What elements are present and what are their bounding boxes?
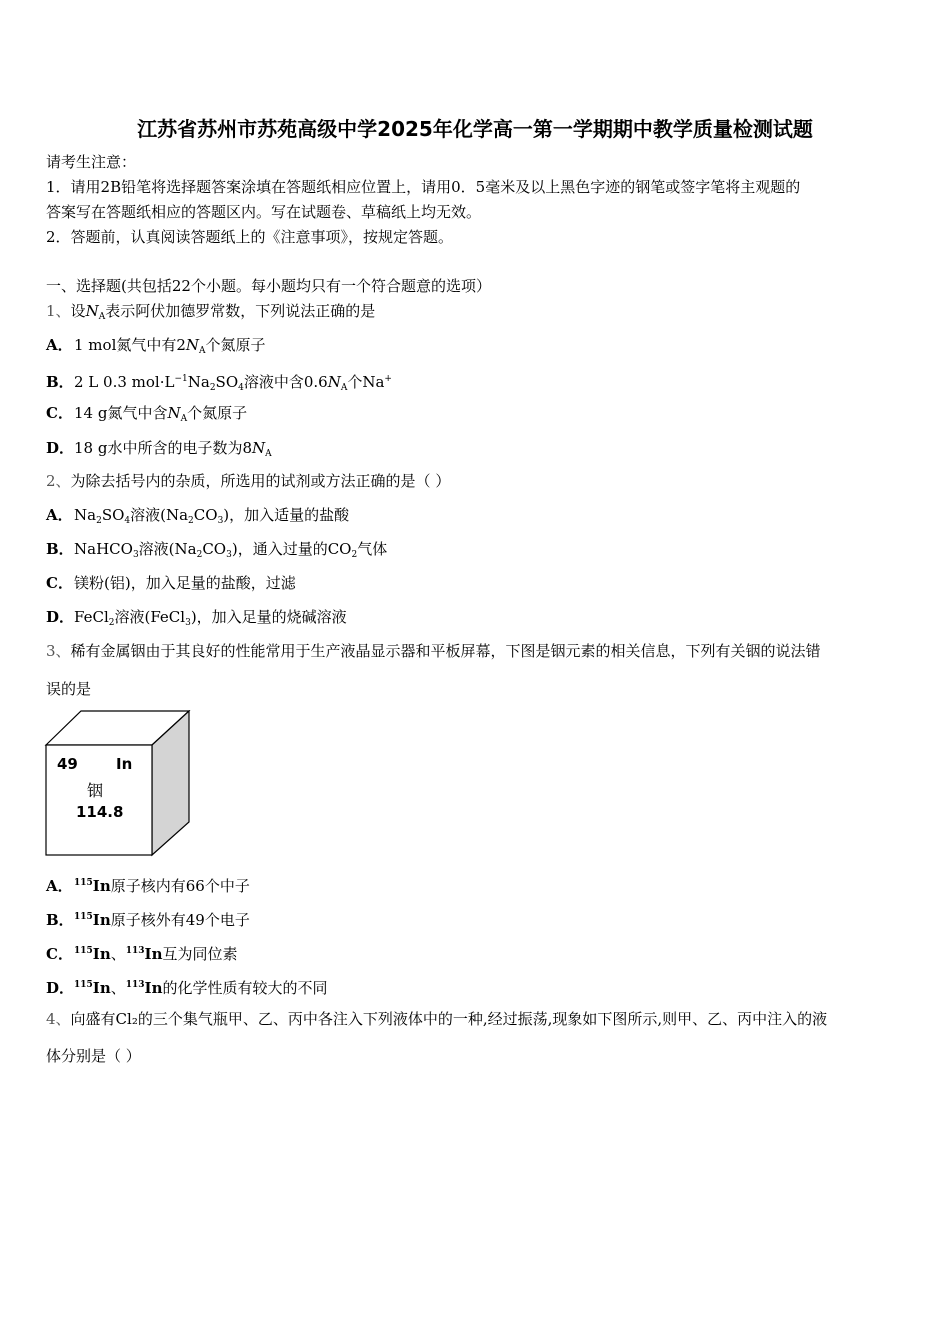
notice-item-2: 2．答题前，认真阅读答题纸上的《注意事项》，按规定答题。 (46, 228, 454, 246)
question-3-option-d: D．$^{115}$In、$^{113}$In的化学性质有较大的不同 (46, 979, 328, 997)
question-3-option-a: A．$^{115}$In原子核内有66个中子 (46, 877, 250, 895)
question-number: 2、 (46, 472, 71, 490)
atomic-number: 49 (57, 755, 78, 773)
question-2-stem: 2、为除去括号内的杂质，所选用的试剂或方法正确的是（ ） (46, 472, 451, 490)
notice-item-1-line-2: 答案写在答题纸相应的答题区内。写在试题卷、草稿纸上均无效。 (46, 203, 482, 221)
question-3-stem-line-2: 误的是 (46, 680, 92, 698)
question-1-option-a: A．1 mol氮气中有$2N_A$个氮原子 (46, 336, 266, 356)
question-2-option-c: C．镁粉(铝)，加入足量的盐酸，过滤 (46, 574, 296, 592)
question-3-option-b: B．$^{115}$In原子核外有49个电子 (46, 911, 250, 929)
section-heading: 一、选择题(共包括22个小题。每小题均只有一个符合题意的选项） (46, 277, 491, 295)
question-4-stem-line-1: 4、向盛有Cl₂的三个集气瓶甲、乙、丙中各注入下列液体中的一种,经过振荡,现象如下图所示,则甲、乙、丙中注入的液 (46, 1010, 828, 1028)
question-4-stem-line-2: 体分别是（ ） (46, 1047, 141, 1065)
element-symbol: In (116, 755, 133, 773)
question-2-option-a: A．$Na_2SO_4$溶液$(Na_2CO_3)$，加入适量的盐酸 (46, 506, 350, 526)
element-cube-drawing (44, 710, 192, 858)
atomic-mass: 114.8 (76, 803, 124, 821)
question-2-option-b: B．NaHCO$_3$溶液$(Na_2CO_3)$，通入过量的$CO_2$气体 (46, 540, 388, 560)
question-2-option-d: D．FeCl$_2$溶液(FeCl$_3$)，加入足量的烧碱溶液 (46, 608, 347, 628)
question-3-stem-line-1: 3、稀有金属铟由于其良好的性能常用于生产液晶显示器和平板屏幕，下图是铟元素的相关信息，下列有关铟的说法错 (46, 642, 821, 660)
element-card-figure (44, 710, 192, 858)
question-3-option-c: C．$^{115}$In、$^{113}$In互为同位素 (46, 945, 238, 963)
element-name: 铟 (87, 781, 104, 800)
question-1-option-c: C．14 g氮气中含$N_A$个氮原子 (46, 404, 248, 424)
question-number: 1、 (46, 302, 71, 320)
notice-item-1-line-1: 1．请用2B铅笔将选择题答案涂填在答题纸相应位置上，请用0．5毫米及以上黑色字迹的钢笔或签字笔将主观题的 (46, 178, 801, 196)
question-1-option-d: D．18 g水中所含的电子数为$8N_A$ (46, 439, 272, 459)
question-number: 3、 (46, 642, 71, 660)
page-title: 江苏省苏州市苏苑高级中学2025年化学高一第一学期期中教学质量检测试题 (137, 117, 813, 141)
question-1-stem: 1、设$N_A$表示阿伏加德罗常数，下列说法正确的是 (46, 302, 376, 322)
notice-heading: 请考生注意： (46, 153, 137, 171)
question-1-option-b: B．2 L 0.3 $mol\cdot L^{-1}Na_2SO_4$溶液中含$0.6N_A$个Na+ (46, 373, 392, 393)
question-number: 4、 (46, 1010, 71, 1028)
